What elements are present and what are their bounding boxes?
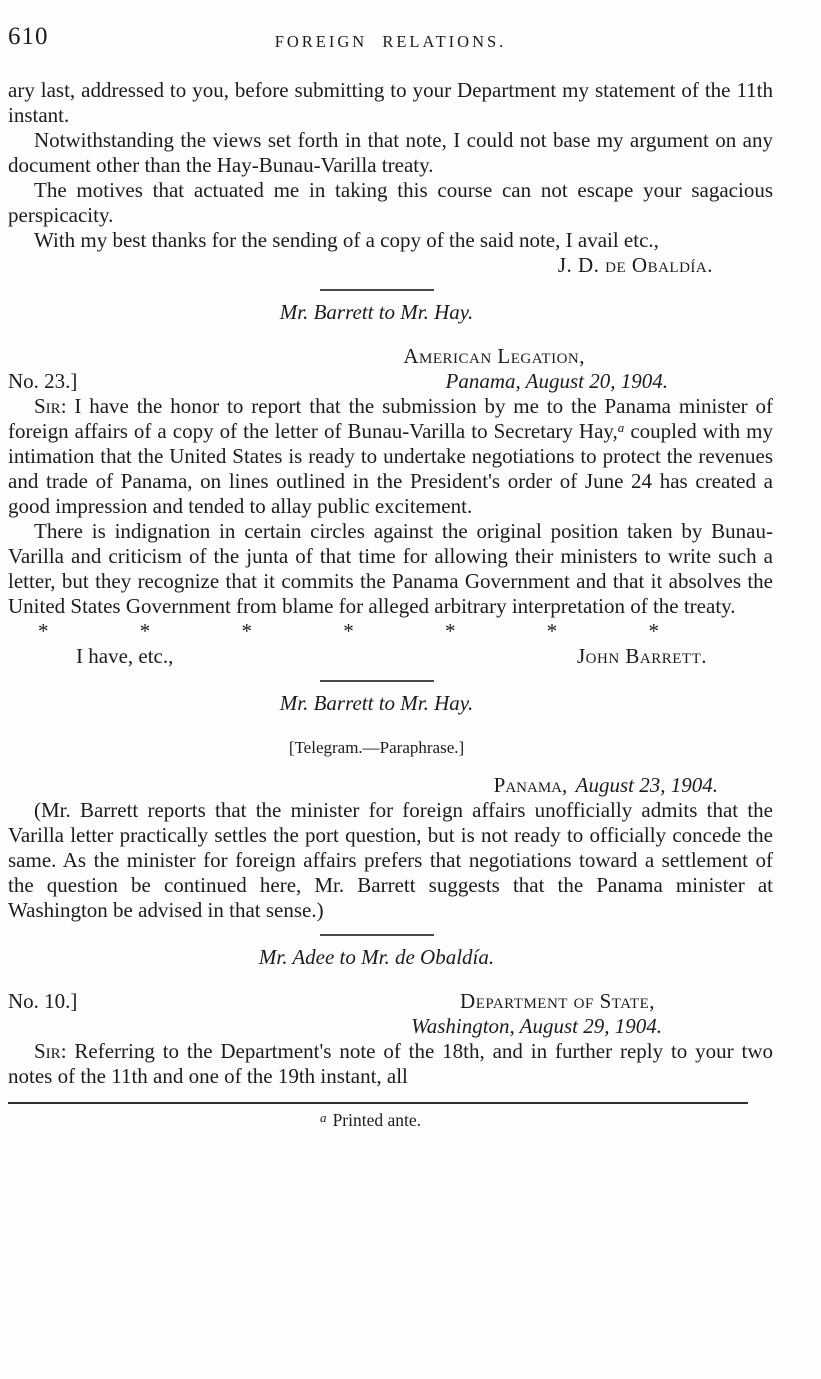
letter-heading: Mr. Adee to Mr. de Obaldía.: [258, 945, 495, 969]
dateline: Panama, August 20, 1904.: [445, 369, 668, 393]
paragraph: With my best thanks for the sending of a copy of the said note, I avail etc.,: [34, 228, 659, 252]
sender-place: Department of State,: [460, 989, 655, 1013]
dateline: Washington, August 29, 1904.: [411, 1014, 662, 1038]
closing-row: [8, 644, 773, 669]
paragraph-text: coupled with my intimation that the United States is ready to undertake negotiations to protect the revenues and trade of Panama, on lines outlined in the President's order of June 24 has created a good impression and tended to allay public excitement.: [8, 419, 773, 518]
salutation: Sir: [34, 394, 61, 418]
paragraph: Notwithstanding the views set forth in that note, I could not base my argument on any document other than the Hay-Bunau-Varilla treaty.: [8, 128, 773, 177]
paragraph: (Mr. Barrett reports that the minister for foreign affairs unofficially admits that the Varilla letter practically settles the port question, but is not ready to officially concede the same. As the minister for foreign affairs prefers that negotiations toward a settlement of the question be continued here, Mr. Barrett suggests that the Panama minister at Washington be advised in that sense.): [8, 798, 773, 922]
paragraph: [8, 1039, 773, 1089]
letter-barrett-aug23: [8, 691, 773, 923]
footnote-rule: [8, 1102, 748, 1104]
letter-adee: [8, 945, 773, 1089]
letter-heading: Mr. Barrett to Mr. Hay.: [279, 300, 474, 324]
paragraph: There is indignation in certain circles against the original position taken by Bunau-Varilla and criticism of the junta of that time for allowing their ministers to write such a letter, but they recognize that it commits the Panama Government and that it absolves the United States Government from blame for alleged arbitrary interpretation of the treaty.: [8, 519, 773, 618]
document-number: No. 23.]: [8, 369, 78, 393]
footnote-area: [8, 1102, 773, 1133]
footnote: [8, 1108, 773, 1133]
running-title: FOREIGN RELATIONS.: [274, 32, 507, 51]
signature: J. D. de Obaldía.: [557, 253, 713, 277]
dateline-place: Panama,: [493, 773, 568, 797]
paragraph: ary last, addressed to you, before submitting to your Department my statement of the 11th instant.: [8, 78, 773, 127]
letter-heading: Mr. Barrett to Mr. Hay.: [279, 691, 474, 715]
omission-asterisks: * * * * * * *: [38, 619, 659, 643]
letter-obaldia-continuation: [8, 78, 773, 278]
letter-barrett-aug20: [8, 300, 773, 669]
footnote-marker: a: [617, 420, 625, 435]
paragraph: [8, 394, 773, 519]
section-divider: [320, 680, 434, 682]
page-header: [8, 24, 773, 54]
telegram-tag: [Telegram.—Paraphrase.]: [288, 738, 465, 757]
signature: John Barrett.: [576, 644, 707, 668]
paragraph: The motives that actuated me in taking this course can not escape your sagacious perspicacity.: [8, 178, 773, 227]
section-divider: [320, 934, 434, 936]
footnote-text: Printed ante.: [332, 1110, 422, 1130]
document-number: No. 10.]: [8, 989, 78, 1013]
sender-place: American Legation,: [403, 344, 585, 368]
closing-phrase: I have, etc.,: [76, 644, 174, 668]
section-divider: [320, 289, 434, 291]
dateline-date: August 23, 1904.: [575, 773, 718, 797]
dateline: [8, 773, 773, 798]
dateline-row: [8, 989, 773, 1039]
page-number: 610: [8, 23, 49, 50]
dateline-row: [8, 369, 773, 394]
salutation: Sir: [34, 1039, 61, 1063]
paragraph-text: : Referring to the Department's note of the 18th, and in further reply to your two notes of the 11th and one of the 19th instant, all: [8, 1039, 773, 1088]
paragraph-text: : I have the honor to report that the submission by me to the Panama minister of foreign affairs of a copy of the letter of Bunau-Varilla to Secretary Hay,: [8, 394, 773, 443]
footnote-marker: a: [319, 1110, 327, 1125]
